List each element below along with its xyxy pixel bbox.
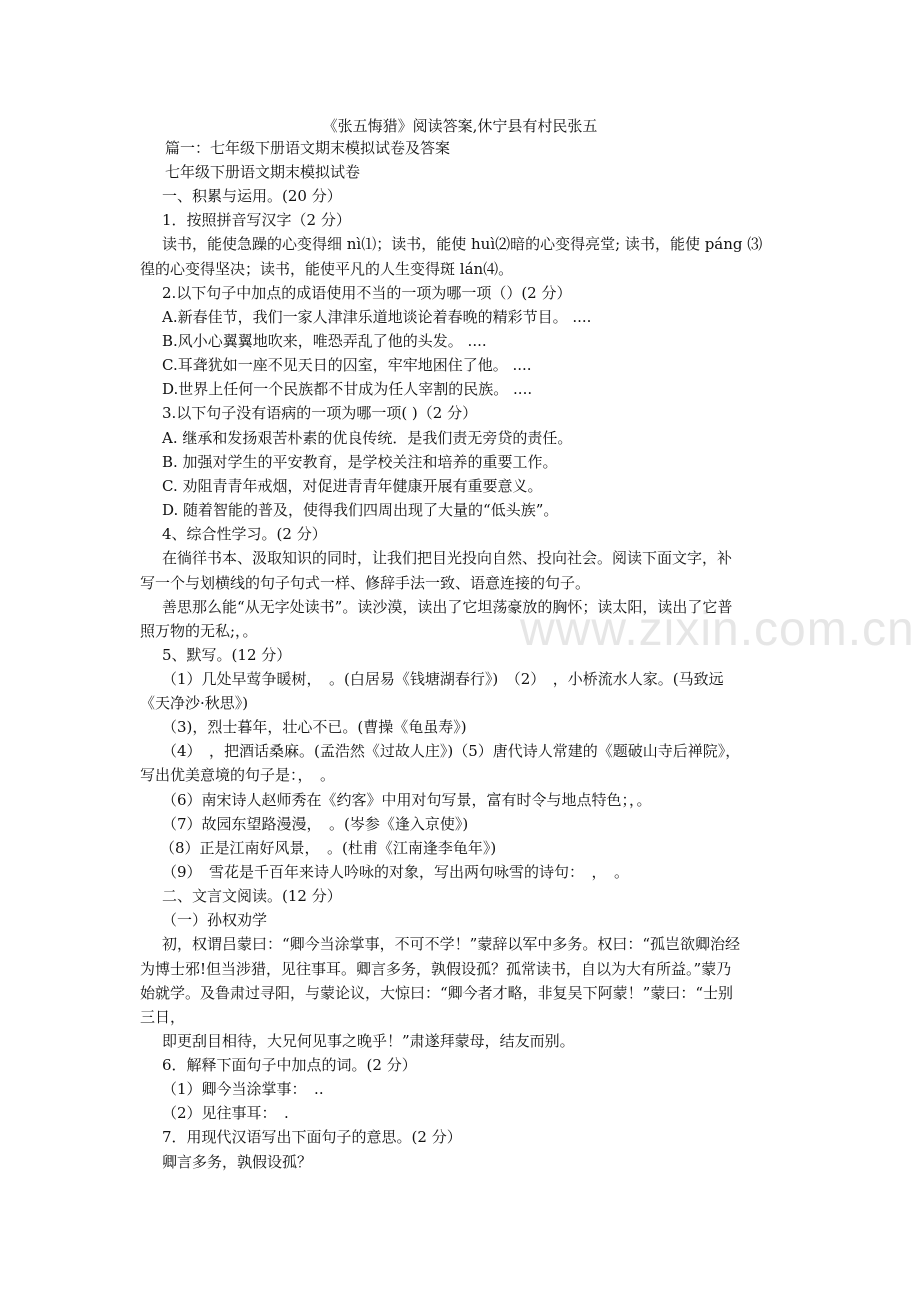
text-line: B. 加强对学生的平安教育，是学校关注和培养的重要工作。 xyxy=(162,453,558,471)
text-line: 徨的心变得坚决；读书，能使平凡的人生变得斑 lán⑷。 xyxy=(140,260,514,278)
text-line: （3)，烈士暮年，壮心不已。(曹操《龟虽寿》) xyxy=(162,718,467,736)
text-line: （4） ，把酒话桑麻。(孟浩然《过故人庄》)（5）唐代诗人常建的《题破山寺后禅院》， xyxy=(162,742,741,760)
text-line: 七年级下册语文期末模拟试卷 xyxy=(165,163,361,181)
text-line: 初，权谓吕蒙曰：“卿今当涂掌事，不可不学！”蒙辞以军中多务。权曰：“孤岂欲卿治经 xyxy=(162,935,741,953)
text-line: 照万物的无私;，。 xyxy=(140,622,258,640)
text-line: 善思那么能“从无字处读书”。读沙漠，读出了它坦荡豪放的胸怀；读太阳，读出了它普 xyxy=(162,598,733,616)
watermark: www.zixin.com.cn xyxy=(520,603,915,656)
text-line: 写出优美意境的句子是：， 。 xyxy=(140,766,336,784)
text-line: 7．用现代汉语写出下面句子的意思。(2 分） xyxy=(162,1128,462,1146)
text-line: （6）南宋诗人赵师秀在《约客》中用对句写景，富有时令与地点特色；，。 xyxy=(162,791,652,809)
text-line: （2）见往事耳： . xyxy=(162,1104,289,1122)
text-line: 5、默写。(12 分） xyxy=(162,646,292,664)
text-line: （1）几处早莺争暖树， 。(白居易《钱塘湖春行》) （2） ，小桥流水人家。(马致远 xyxy=(162,670,724,688)
text-line: C. 劝阻青青年戒烟，对促进青青年健康开展有重要意义。 xyxy=(162,477,543,495)
text-line: 卿言多务，孰假设孤？ xyxy=(162,1153,313,1171)
text-line: （1）卿今当涂掌事： .. xyxy=(162,1080,324,1098)
text-line: B.风小心翼翼地吹来，唯恐弄乱了他的头发。 .... xyxy=(162,332,487,350)
text-line: 三日， xyxy=(140,1008,186,1026)
text-line: 始就学。及鲁肃过寻阳，与蒙论议，大惊曰：“卿今者才略，非复吴下阿蒙！”蒙曰：“士别 xyxy=(140,984,734,1002)
text-line: 6．解释下面句子中加点的词。(2 分） xyxy=(162,1056,417,1074)
text-line: （8）正是江南好风景， 。(杜甫《江南逢李龟年》) xyxy=(160,839,497,857)
text-line: （9） 雪花是千百年来诗人吟咏的对象，写出两句咏雪的诗句： ， 。 xyxy=(162,863,630,881)
document-title: 《张五悔猎》阅读答案,休宁县有村民张五 xyxy=(322,117,598,135)
text-line: 4、综合性学习。(2 分） xyxy=(162,525,327,543)
text-line: 一、积累与运用。(20 分） xyxy=(162,187,342,205)
text-line: 即更刮目相待，大兄何见事之晚乎！”肃遂拜蒙母，结友而别。 xyxy=(162,1032,575,1050)
text-line: 读书，能使急躁的心变得细 nì⑴；读书，能使 huì⑵暗的心变得亮堂; 读书，能使 páng ⑶ xyxy=(162,235,763,253)
text-line: 1．按照拼音写汉字（2 分） xyxy=(162,211,351,229)
text-line: C.耳聋犹如一座不见天日的囚室，牢牢地困住了他。 .... xyxy=(162,356,532,374)
text-line: A. 继承和发扬艰苦朴素的优良传统．是我们责无旁贷的责任。 xyxy=(162,429,573,447)
text-line: 为博士邪!但当涉猎，见往事耳。卿言多务，孰假设孤？孤常读书，自以为大有所益。”蒙乃 xyxy=(140,960,732,978)
text-line: 2.以下句子中加点的成语使用不当的一项为哪一项（）(2 分） xyxy=(162,284,572,302)
text-line: （7）故园东望路漫漫， 。(岑参《逢入京使》) xyxy=(162,815,469,833)
text-line: D.世界上任何一个民族都不甘成为任人宰割的民族。 .... xyxy=(162,380,533,398)
text-line: 在徜徉书本、汲取知识的同时，让我们把目光投向自然、投向社会。阅读下面文字，补 xyxy=(162,549,733,567)
text-line: D. 随着智能的普及，使得我们四周出现了大量的“低头族”。 xyxy=(162,501,559,519)
text-line: A.新春佳节，我们一家人津津乐道地谈论着春晚的精彩节目。 .... xyxy=(162,308,592,326)
text-line: 3.以下句子没有语病的一项为哪一项( )（2 分） xyxy=(162,404,478,422)
text-line: 《天净沙·秋思》) xyxy=(140,694,249,712)
text-line: （一）孙权劝学 xyxy=(162,911,268,929)
text-line: 篇一：七年级下册语文期末模拟试卷及答案 xyxy=(165,139,451,157)
text-line: 写一个与划横线的句子句式一样、修辞手法一致、语意连接的句子。 xyxy=(140,574,591,592)
text-line: 二、文言文阅读。(12 分） xyxy=(162,887,342,905)
